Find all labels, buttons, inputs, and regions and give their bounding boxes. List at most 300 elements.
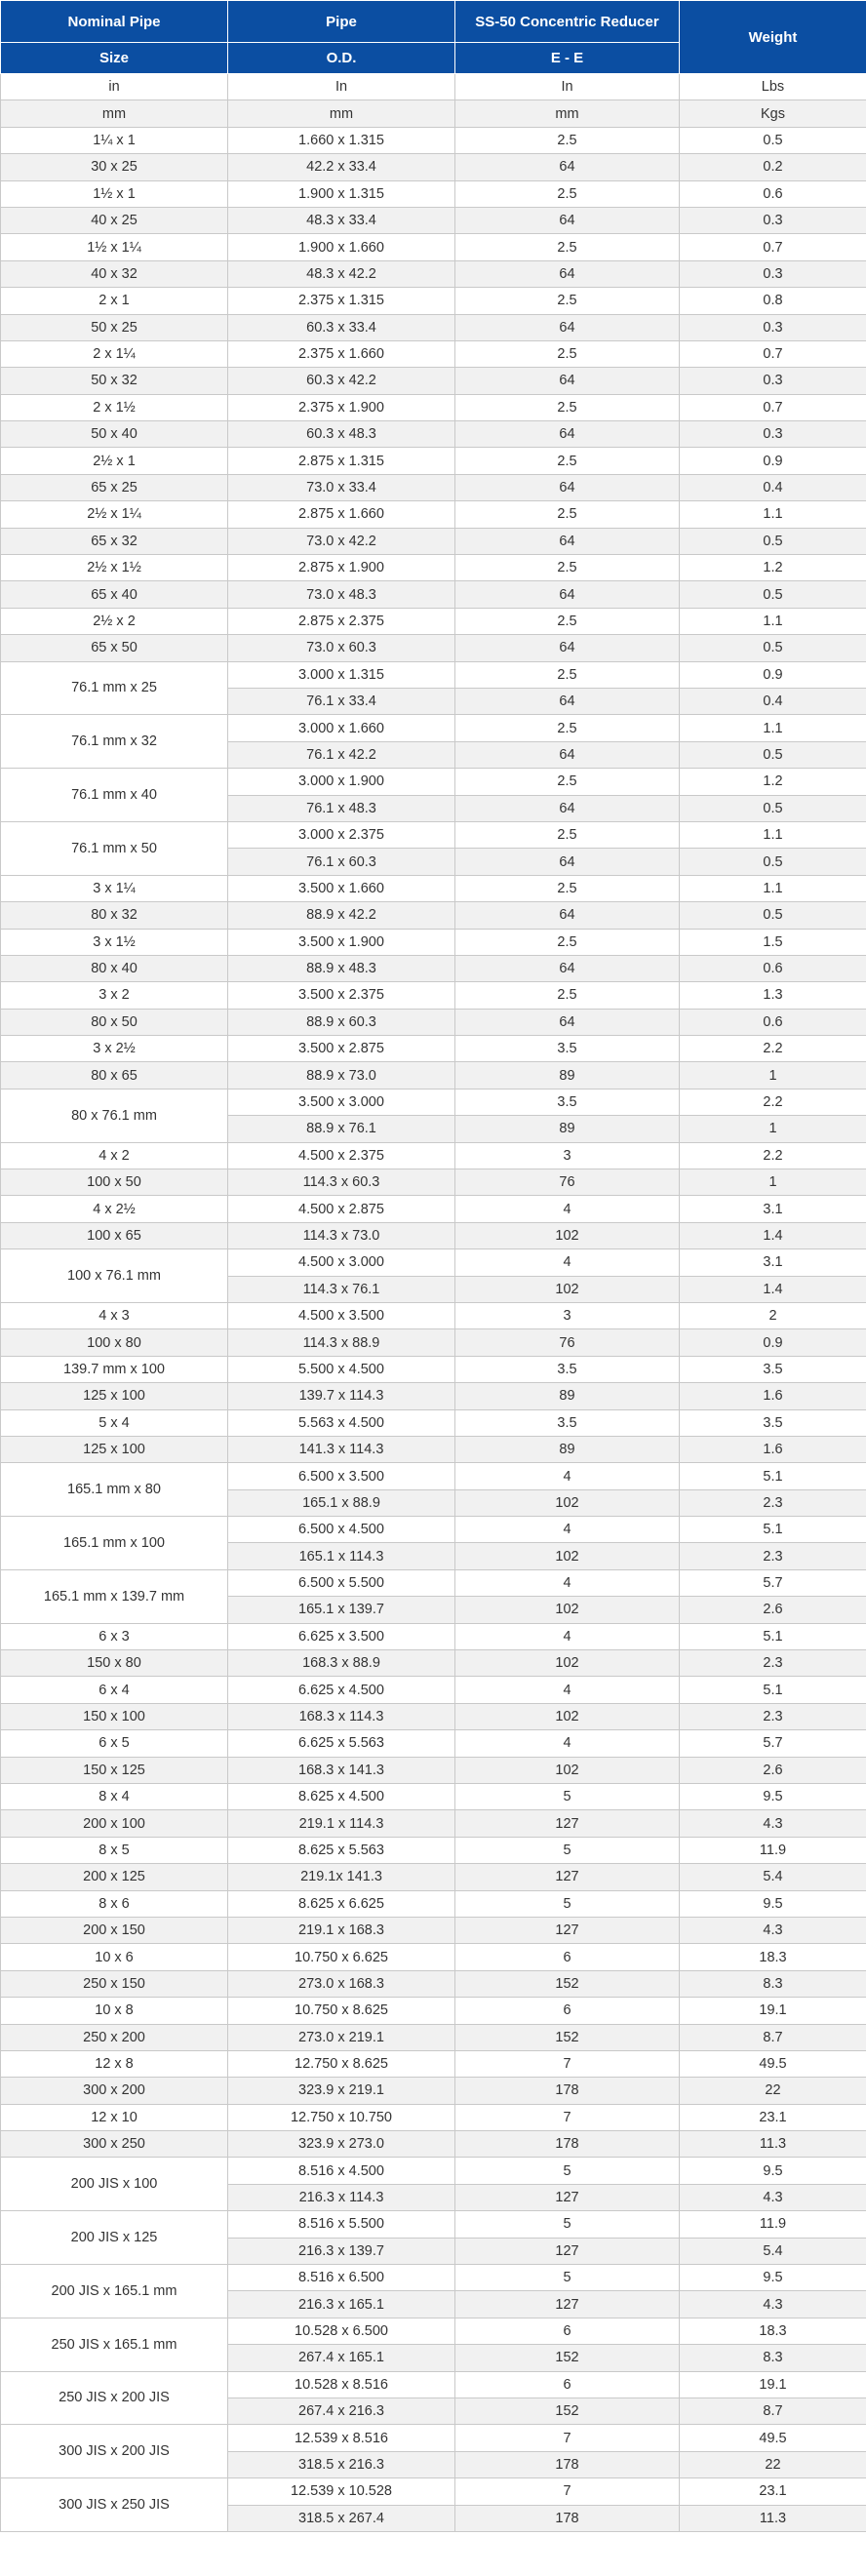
table-row bbox=[1, 1998, 866, 2024]
weight-cell: 2.3 bbox=[680, 1703, 866, 1729]
unit-cell-size: in bbox=[1, 74, 228, 100]
od-cell: 216.3 x 165.1 bbox=[228, 2291, 455, 2318]
weight-cell: 18.3 bbox=[680, 1944, 866, 1970]
ee-cell: 6 bbox=[455, 1998, 680, 2024]
table-row bbox=[1, 2371, 866, 2398]
weight-cell: 11.9 bbox=[680, 1837, 866, 1863]
weight-cell: 2 bbox=[680, 1302, 866, 1328]
ee-cell: 2.5 bbox=[455, 661, 680, 688]
weight-cell: 5.1 bbox=[680, 1623, 866, 1649]
size-cell: 200 x 150 bbox=[1, 1917, 228, 1943]
unit-cell-w: Kgs bbox=[680, 100, 866, 127]
od-cell: 73.0 x 60.3 bbox=[228, 635, 455, 661]
size-cell: 65 x 25 bbox=[1, 474, 228, 500]
table-row bbox=[1, 1036, 866, 1062]
od-cell: 323.9 x 219.1 bbox=[228, 2078, 455, 2104]
table-row bbox=[1, 1784, 866, 1810]
unit-cell-od: mm bbox=[228, 100, 455, 127]
ee-cell: 127 bbox=[455, 1810, 680, 1837]
od-cell: 88.9 x 48.3 bbox=[228, 955, 455, 981]
ee-cell: 64 bbox=[455, 955, 680, 981]
weight-cell: 3.5 bbox=[680, 1356, 866, 1382]
weight-cell: 8.7 bbox=[680, 2024, 866, 2050]
weight-cell: 1.5 bbox=[680, 929, 866, 955]
ee-cell: 152 bbox=[455, 2024, 680, 2050]
size-cell: 80 x 40 bbox=[1, 955, 228, 981]
ee-cell: 3.5 bbox=[455, 1409, 680, 1436]
table-row bbox=[1, 769, 866, 795]
ee-cell: 2.5 bbox=[455, 875, 680, 901]
table-row bbox=[1, 1757, 866, 1783]
od-cell: 12.750 x 8.625 bbox=[228, 2050, 455, 2077]
od-cell: 114.3 x 76.1 bbox=[228, 1276, 455, 1302]
od-cell: 2.375 x 1.315 bbox=[228, 288, 455, 314]
weight-cell: 1.6 bbox=[680, 1436, 866, 1462]
ee-cell: 2.5 bbox=[455, 180, 680, 207]
ee-cell: 64 bbox=[455, 154, 680, 180]
od-cell: 141.3 x 114.3 bbox=[228, 1436, 455, 1462]
weight-cell: 0.5 bbox=[680, 902, 866, 929]
units-row bbox=[1, 74, 866, 100]
od-cell: 5.563 x 4.500 bbox=[228, 1409, 455, 1436]
weight-cell: 1.2 bbox=[680, 555, 866, 581]
ee-cell: 2.5 bbox=[455, 929, 680, 955]
weight-cell: 11.3 bbox=[680, 2131, 866, 2158]
weight-cell: 0.9 bbox=[680, 448, 866, 474]
table-body bbox=[1, 74, 866, 2532]
ee-cell: 89 bbox=[455, 1116, 680, 1142]
table-row bbox=[1, 1222, 866, 1248]
ee-cell: 64 bbox=[455, 207, 680, 233]
ee-cell: 64 bbox=[455, 581, 680, 608]
weight-cell: 8.3 bbox=[680, 1970, 866, 1997]
weight-cell: 2.3 bbox=[680, 1543, 866, 1569]
weight-cell: 4.3 bbox=[680, 1810, 866, 1837]
size-cell: 3 x 1¼ bbox=[1, 875, 228, 901]
od-cell: 114.3 x 60.3 bbox=[228, 1169, 455, 1196]
weight-cell: 4.3 bbox=[680, 2291, 866, 2318]
ee-cell: 102 bbox=[455, 1597, 680, 1623]
weight-cell: 0.5 bbox=[680, 795, 866, 821]
size-cell: 300 x 200 bbox=[1, 2078, 228, 2104]
table-row bbox=[1, 1917, 866, 1943]
weight-cell: 0.5 bbox=[680, 581, 866, 608]
od-cell: 1.660 x 1.315 bbox=[228, 127, 455, 153]
ee-cell: 152 bbox=[455, 1970, 680, 1997]
od-cell: 6.500 x 5.500 bbox=[228, 1569, 455, 1596]
table-row bbox=[1, 1062, 866, 1089]
table-row bbox=[1, 154, 866, 180]
table-row bbox=[1, 1730, 866, 1757]
ee-cell: 102 bbox=[455, 1543, 680, 1569]
ee-cell: 6 bbox=[455, 2371, 680, 2398]
ee-cell: 4 bbox=[455, 1569, 680, 1596]
od-cell: 318.5 x 267.4 bbox=[228, 2505, 455, 2531]
od-cell: 3.000 x 1.315 bbox=[228, 661, 455, 688]
od-cell: 219.1x 141.3 bbox=[228, 1864, 455, 1890]
ee-cell: 2.5 bbox=[455, 501, 680, 528]
weight-cell: 4.3 bbox=[680, 1917, 866, 1943]
table-row bbox=[1, 1864, 866, 1890]
size-cell: 250 x 150 bbox=[1, 1970, 228, 1997]
ee-cell: 5 bbox=[455, 2158, 680, 2184]
ee-cell: 64 bbox=[455, 688, 680, 714]
ee-cell: 4 bbox=[455, 1196, 680, 1222]
table-row bbox=[1, 368, 866, 394]
header-reducer: SS-50 Concentric Reducer bbox=[455, 1, 680, 43]
table-row bbox=[1, 448, 866, 474]
table-row bbox=[1, 715, 866, 741]
weight-cell: 0.9 bbox=[680, 1329, 866, 1356]
weight-cell: 0.6 bbox=[680, 955, 866, 981]
ee-cell: 178 bbox=[455, 2451, 680, 2477]
weight-cell: 0.8 bbox=[680, 288, 866, 314]
weight-cell: 1.4 bbox=[680, 1276, 866, 1302]
od-cell: 216.3 x 114.3 bbox=[228, 2184, 455, 2210]
ee-cell: 2.5 bbox=[455, 555, 680, 581]
table-row bbox=[1, 260, 866, 287]
weight-cell: 0.9 bbox=[680, 661, 866, 688]
size-cell: 10 x 8 bbox=[1, 1998, 228, 2024]
od-cell: 76.1 x 60.3 bbox=[228, 849, 455, 875]
size-cell: 8 x 6 bbox=[1, 1890, 228, 1917]
weight-cell: 0.2 bbox=[680, 154, 866, 180]
table-row bbox=[1, 875, 866, 901]
weight-cell: 0.4 bbox=[680, 688, 866, 714]
size-cell: 165.1 mm x 100 bbox=[1, 1517, 228, 1570]
table-row bbox=[1, 1944, 866, 1970]
table-row bbox=[1, 1409, 866, 1436]
size-cell: 40 x 32 bbox=[1, 260, 228, 287]
ee-cell: 102 bbox=[455, 1222, 680, 1248]
size-cell: 125 x 100 bbox=[1, 1383, 228, 1409]
ee-cell: 102 bbox=[455, 1757, 680, 1783]
od-cell: 267.4 x 165.1 bbox=[228, 2345, 455, 2371]
od-cell: 10.750 x 8.625 bbox=[228, 1998, 455, 2024]
size-cell: 200 x 125 bbox=[1, 1864, 228, 1890]
ee-cell: 76 bbox=[455, 1329, 680, 1356]
ee-cell: 64 bbox=[455, 741, 680, 768]
ee-cell: 64 bbox=[455, 421, 680, 448]
ee-cell: 127 bbox=[455, 1864, 680, 1890]
od-cell: 5.500 x 4.500 bbox=[228, 1356, 455, 1382]
weight-cell: 22 bbox=[680, 2078, 866, 2104]
od-cell: 273.0 x 168.3 bbox=[228, 1970, 455, 1997]
weight-cell: 3.1 bbox=[680, 1196, 866, 1222]
od-cell: 3.500 x 3.000 bbox=[228, 1089, 455, 1115]
weight-cell: 0.5 bbox=[680, 849, 866, 875]
size-cell: 2 x 1½ bbox=[1, 394, 228, 420]
od-cell: 76.1 x 48.3 bbox=[228, 795, 455, 821]
size-cell: 50 x 25 bbox=[1, 314, 228, 340]
size-cell: 8 x 5 bbox=[1, 1837, 228, 1863]
od-cell: 60.3 x 33.4 bbox=[228, 314, 455, 340]
weight-cell: 0.3 bbox=[680, 207, 866, 233]
table-row bbox=[1, 1142, 866, 1169]
weight-cell: 23.1 bbox=[680, 2104, 866, 2130]
weight-cell: 0.5 bbox=[680, 127, 866, 153]
weight-cell: 0.7 bbox=[680, 340, 866, 367]
size-cell: 1¼ x 1 bbox=[1, 127, 228, 153]
table-row bbox=[1, 635, 866, 661]
size-cell: 200 JIS x 165.1 mm bbox=[1, 2265, 228, 2318]
weight-cell: 1.1 bbox=[680, 821, 866, 848]
ee-cell: 64 bbox=[455, 635, 680, 661]
size-cell: 40 x 25 bbox=[1, 207, 228, 233]
od-cell: 3.000 x 2.375 bbox=[228, 821, 455, 848]
ee-cell: 2.5 bbox=[455, 288, 680, 314]
size-cell: 12 x 10 bbox=[1, 2104, 228, 2130]
weight-cell: 5.1 bbox=[680, 1677, 866, 1703]
ee-cell: 6 bbox=[455, 2318, 680, 2344]
ee-cell: 7 bbox=[455, 2425, 680, 2451]
od-cell: 12.539 x 8.516 bbox=[228, 2425, 455, 2451]
size-cell: 1½ x 1 bbox=[1, 180, 228, 207]
header-od: O.D. bbox=[228, 43, 455, 74]
weight-cell: 5.7 bbox=[680, 1730, 866, 1757]
ee-cell: 178 bbox=[455, 2078, 680, 2104]
ee-cell: 2.5 bbox=[455, 127, 680, 153]
ee-cell: 2.5 bbox=[455, 715, 680, 741]
table-row bbox=[1, 1196, 866, 1222]
od-cell: 73.0 x 48.3 bbox=[228, 581, 455, 608]
ee-cell: 3.5 bbox=[455, 1356, 680, 1382]
od-cell: 3.500 x 2.375 bbox=[228, 982, 455, 1009]
ee-cell: 178 bbox=[455, 2131, 680, 2158]
weight-cell: 0.3 bbox=[680, 368, 866, 394]
size-cell: 3 x 2 bbox=[1, 982, 228, 1009]
header-weight: Weight bbox=[680, 1, 866, 74]
weight-cell: 1.1 bbox=[680, 875, 866, 901]
od-cell: 6.625 x 4.500 bbox=[228, 1677, 455, 1703]
od-cell: 139.7 x 114.3 bbox=[228, 1383, 455, 1409]
weight-cell: 23.1 bbox=[680, 2478, 866, 2505]
table-row bbox=[1, 528, 866, 554]
size-cell: 200 JIS x 125 bbox=[1, 2211, 228, 2265]
table-row bbox=[1, 288, 866, 314]
ee-cell: 2.5 bbox=[455, 448, 680, 474]
od-cell: 88.9 x 42.2 bbox=[228, 902, 455, 929]
size-cell: 300 x 250 bbox=[1, 2131, 228, 2158]
ee-cell: 89 bbox=[455, 1062, 680, 1089]
weight-cell: 1.2 bbox=[680, 769, 866, 795]
ee-cell: 102 bbox=[455, 1703, 680, 1729]
od-cell: 267.4 x 216.3 bbox=[228, 2398, 455, 2424]
table-row bbox=[1, 1009, 866, 1035]
table-row bbox=[1, 2024, 866, 2050]
ee-cell: 178 bbox=[455, 2505, 680, 2531]
table-row bbox=[1, 1463, 866, 1489]
od-cell: 6.625 x 5.563 bbox=[228, 1730, 455, 1757]
table-row bbox=[1, 2318, 866, 2344]
od-cell: 273.0 x 219.1 bbox=[228, 2024, 455, 2050]
unit-cell-w: Lbs bbox=[680, 74, 866, 100]
ee-cell: 4 bbox=[455, 1517, 680, 1543]
weight-cell: 0.6 bbox=[680, 180, 866, 207]
od-cell: 8.625 x 6.625 bbox=[228, 1890, 455, 1917]
weight-cell: 9.5 bbox=[680, 2158, 866, 2184]
size-cell: 100 x 76.1 mm bbox=[1, 1249, 228, 1303]
weight-cell: 5.4 bbox=[680, 2238, 866, 2264]
size-cell: 50 x 32 bbox=[1, 368, 228, 394]
size-cell: 6 x 3 bbox=[1, 1623, 228, 1649]
od-cell: 323.9 x 273.0 bbox=[228, 2131, 455, 2158]
size-cell: 150 x 100 bbox=[1, 1703, 228, 1729]
ee-cell: 4 bbox=[455, 1623, 680, 1649]
od-cell: 2.875 x 1.660 bbox=[228, 501, 455, 528]
header-size: Size bbox=[1, 43, 228, 74]
weight-cell: 22 bbox=[680, 2451, 866, 2477]
table-row bbox=[1, 929, 866, 955]
size-cell: 76.1 mm x 40 bbox=[1, 769, 228, 822]
ee-cell: 7 bbox=[455, 2104, 680, 2130]
ee-cell: 3 bbox=[455, 1302, 680, 1328]
table-row bbox=[1, 1089, 866, 1115]
od-cell: 8.625 x 5.563 bbox=[228, 1837, 455, 1863]
od-cell: 2.875 x 1.900 bbox=[228, 555, 455, 581]
ee-cell: 76 bbox=[455, 1169, 680, 1196]
ee-cell: 64 bbox=[455, 368, 680, 394]
od-cell: 60.3 x 48.3 bbox=[228, 421, 455, 448]
weight-cell: 2.3 bbox=[680, 1489, 866, 1516]
size-cell: 12 x 8 bbox=[1, 2050, 228, 2077]
weight-cell: 1.1 bbox=[680, 501, 866, 528]
od-cell: 2.375 x 1.900 bbox=[228, 394, 455, 420]
od-cell: 318.5 x 216.3 bbox=[228, 2451, 455, 2477]
table-row bbox=[1, 608, 866, 634]
od-cell: 4.500 x 2.875 bbox=[228, 1196, 455, 1222]
table-header bbox=[1, 1, 866, 74]
table-row bbox=[1, 180, 866, 207]
weight-cell: 19.1 bbox=[680, 1998, 866, 2024]
size-cell: 2½ x 2 bbox=[1, 608, 228, 634]
od-cell: 2.875 x 1.315 bbox=[228, 448, 455, 474]
size-cell: 1½ x 1¼ bbox=[1, 234, 228, 260]
table-row bbox=[1, 1302, 866, 1328]
size-cell: 150 x 80 bbox=[1, 1650, 228, 1677]
size-cell: 65 x 32 bbox=[1, 528, 228, 554]
table-row bbox=[1, 955, 866, 981]
size-cell: 4 x 3 bbox=[1, 1302, 228, 1328]
table-row bbox=[1, 127, 866, 153]
ee-cell: 3.5 bbox=[455, 1036, 680, 1062]
unit-cell-od: In bbox=[228, 74, 455, 100]
weight-cell: 1 bbox=[680, 1062, 866, 1089]
od-cell: 48.3 x 33.4 bbox=[228, 207, 455, 233]
weight-cell: 49.5 bbox=[680, 2425, 866, 2451]
ee-cell: 4 bbox=[455, 1730, 680, 1757]
od-cell: 88.9 x 76.1 bbox=[228, 1116, 455, 1142]
table-row bbox=[1, 1623, 866, 1649]
weight-cell: 3.1 bbox=[680, 1249, 866, 1276]
ee-cell: 5 bbox=[455, 1890, 680, 1917]
size-cell: 2½ x 1½ bbox=[1, 555, 228, 581]
size-cell: 2½ x 1 bbox=[1, 448, 228, 474]
table-row bbox=[1, 2158, 866, 2184]
od-cell: 8.516 x 5.500 bbox=[228, 2211, 455, 2238]
ee-cell: 89 bbox=[455, 1383, 680, 1409]
ee-cell: 152 bbox=[455, 2345, 680, 2371]
ee-cell: 2.5 bbox=[455, 982, 680, 1009]
ee-cell: 5 bbox=[455, 2211, 680, 2238]
weight-cell: 11.9 bbox=[680, 2211, 866, 2238]
od-cell: 10.528 x 6.500 bbox=[228, 2318, 455, 2344]
table-row bbox=[1, 2131, 866, 2158]
od-cell: 1.900 x 1.660 bbox=[228, 234, 455, 260]
size-cell: 10 x 6 bbox=[1, 1944, 228, 1970]
od-cell: 4.500 x 3.500 bbox=[228, 1302, 455, 1328]
weight-cell: 19.1 bbox=[680, 2371, 866, 2398]
weight-cell: 0.5 bbox=[680, 741, 866, 768]
table-row bbox=[1, 1650, 866, 1677]
size-cell: 30 x 25 bbox=[1, 154, 228, 180]
weight-cell: 1.3 bbox=[680, 982, 866, 1009]
size-cell: 76.1 mm x 50 bbox=[1, 821, 228, 875]
od-cell: 114.3 x 73.0 bbox=[228, 1222, 455, 1248]
table-row bbox=[1, 1837, 866, 1863]
ee-cell: 2.5 bbox=[455, 234, 680, 260]
ee-cell: 64 bbox=[455, 849, 680, 875]
weight-cell: 0.6 bbox=[680, 1009, 866, 1035]
table-row bbox=[1, 1356, 866, 1382]
weight-cell: 1.1 bbox=[680, 715, 866, 741]
ee-cell: 127 bbox=[455, 1917, 680, 1943]
ee-cell: 5 bbox=[455, 1837, 680, 1863]
od-cell: 4.500 x 3.000 bbox=[228, 1249, 455, 1276]
weight-cell: 0.4 bbox=[680, 474, 866, 500]
weight-cell: 0.7 bbox=[680, 234, 866, 260]
od-cell: 6.500 x 3.500 bbox=[228, 1463, 455, 1489]
size-cell: 3 x 1½ bbox=[1, 929, 228, 955]
table-row bbox=[1, 1569, 866, 1596]
weight-cell: 2.2 bbox=[680, 1142, 866, 1169]
weight-cell: 0.3 bbox=[680, 421, 866, 448]
table-row bbox=[1, 555, 866, 581]
ee-cell: 127 bbox=[455, 2184, 680, 2210]
table-row bbox=[1, 1169, 866, 1196]
table-row bbox=[1, 340, 866, 367]
ee-cell: 4 bbox=[455, 1463, 680, 1489]
size-cell: 150 x 125 bbox=[1, 1757, 228, 1783]
table-row bbox=[1, 207, 866, 233]
od-cell: 3.500 x 1.660 bbox=[228, 875, 455, 901]
table-row bbox=[1, 2211, 866, 2238]
unit-cell-ee: In bbox=[455, 74, 680, 100]
weight-cell: 3.5 bbox=[680, 1409, 866, 1436]
ee-cell: 6 bbox=[455, 1944, 680, 1970]
weight-cell: 0.7 bbox=[680, 394, 866, 420]
table-row bbox=[1, 2425, 866, 2451]
size-cell: 4 x 2 bbox=[1, 1142, 228, 1169]
table-row bbox=[1, 2265, 866, 2291]
weight-cell: 2.2 bbox=[680, 1036, 866, 1062]
table-row bbox=[1, 982, 866, 1009]
od-cell: 165.1 x 88.9 bbox=[228, 1489, 455, 1516]
od-cell: 4.500 x 2.375 bbox=[228, 1142, 455, 1169]
size-cell: 3 x 2½ bbox=[1, 1036, 228, 1062]
weight-cell: 4.3 bbox=[680, 2184, 866, 2210]
size-cell: 165.1 mm x 139.7 mm bbox=[1, 1569, 228, 1623]
size-cell: 76.1 mm x 32 bbox=[1, 715, 228, 769]
od-cell: 10.528 x 8.516 bbox=[228, 2371, 455, 2398]
table-row bbox=[1, 1810, 866, 1837]
ee-cell: 3 bbox=[455, 1142, 680, 1169]
ee-cell: 152 bbox=[455, 2398, 680, 2424]
size-cell: 65 x 50 bbox=[1, 635, 228, 661]
size-cell: 100 x 65 bbox=[1, 1222, 228, 1248]
table-row bbox=[1, 394, 866, 420]
size-cell: 80 x 65 bbox=[1, 1062, 228, 1089]
